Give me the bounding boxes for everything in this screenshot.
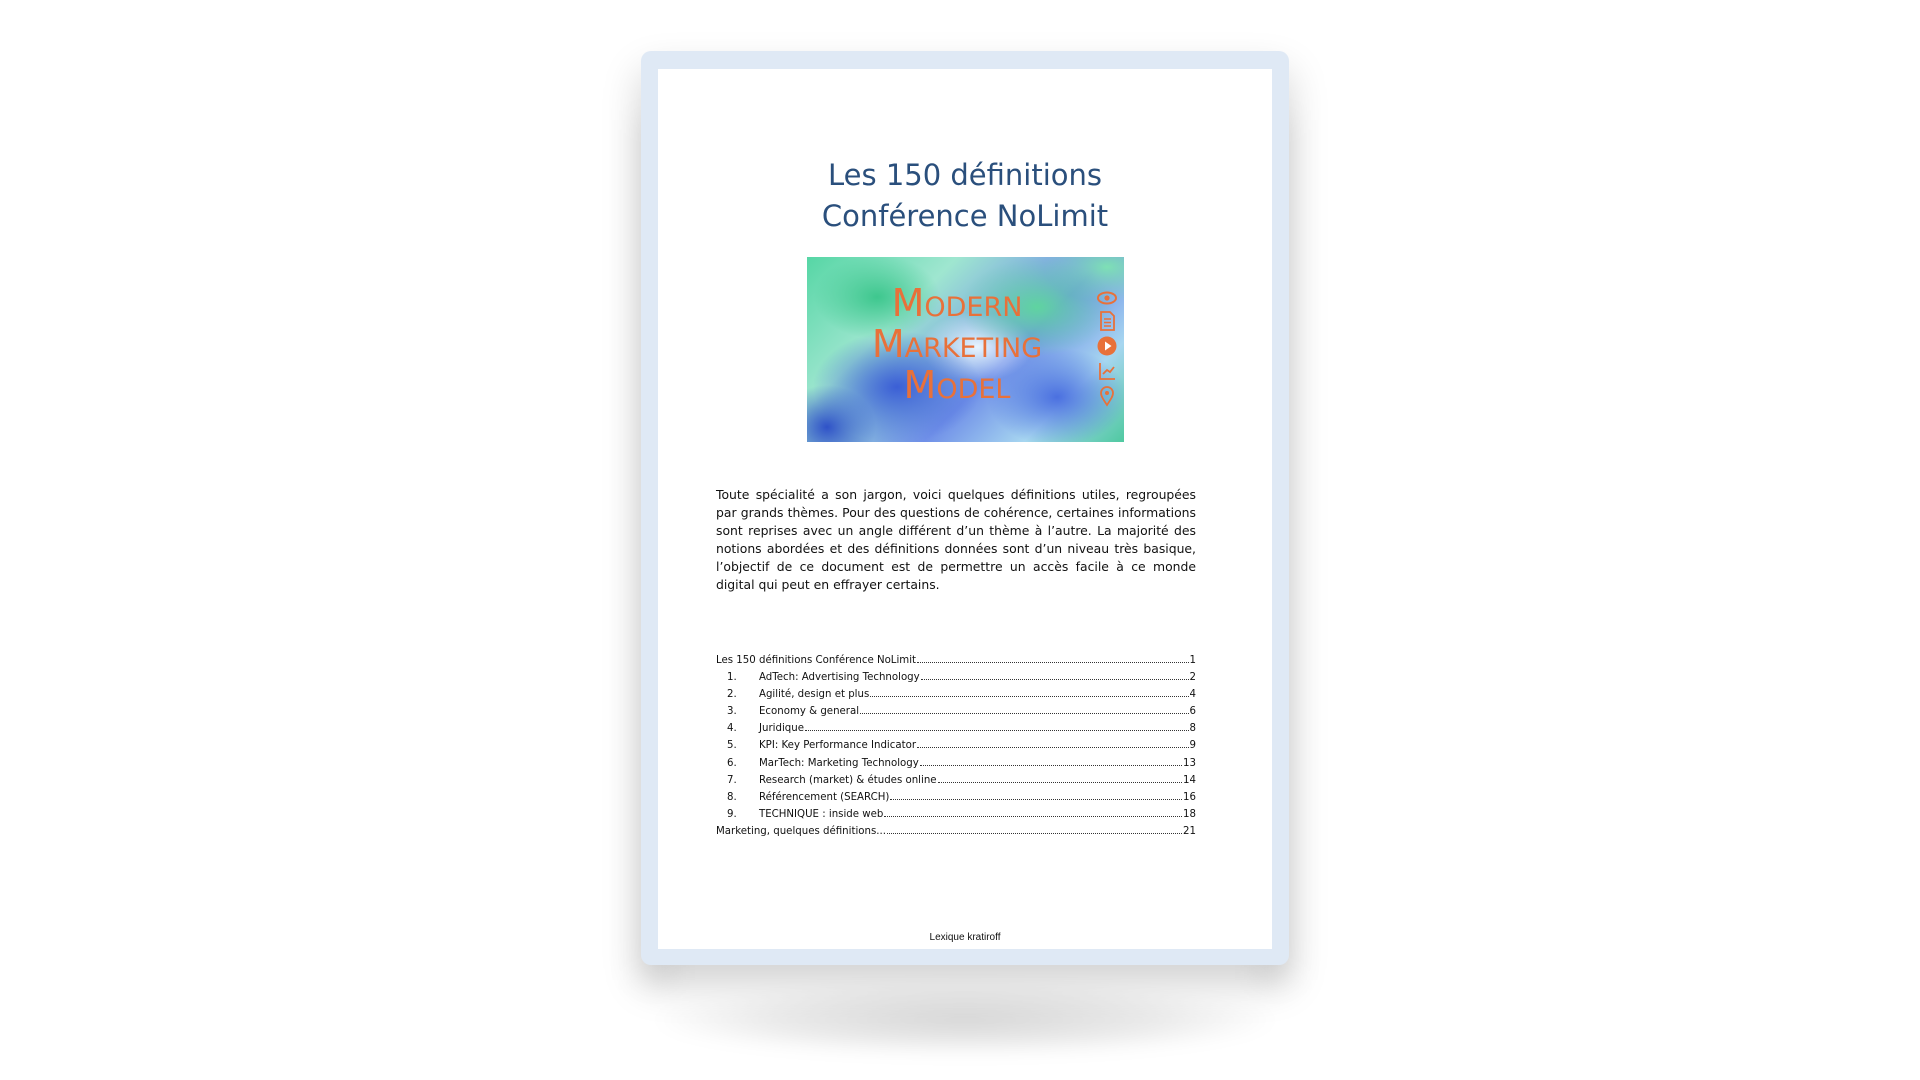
toc-dot-leader	[917, 747, 1188, 748]
toc-entry-number: 5.	[727, 740, 737, 752]
toc-entry[interactable]	[716, 689, 1196, 706]
toc-entry-page: 14	[1183, 774, 1196, 786]
toc-entry-label: Economy & general	[759, 706, 860, 718]
cover-line-3: Model	[903, 363, 1011, 407]
toc-entry-number: 8.	[727, 791, 737, 803]
toc-dot-leader	[917, 662, 1188, 663]
toc-entry-label: Research (market) & études online	[759, 774, 937, 786]
toc-entry[interactable]	[716, 723, 1196, 740]
toc-entry-page: 21	[1183, 825, 1196, 837]
toc-entry-page: 2	[1189, 672, 1196, 684]
title-line-2: Conférence NoLimit	[821, 199, 1109, 233]
toc-entry-label: Référencement (SEARCH)	[759, 791, 890, 803]
location-pin-icon	[1096, 385, 1118, 407]
toc-dot-leader	[920, 765, 1182, 766]
toc-entry[interactable]	[716, 792, 1196, 809]
toc-entry[interactable]	[716, 826, 1196, 843]
toc-entry[interactable]	[716, 672, 1196, 689]
eye-icon	[1096, 287, 1118, 309]
toc-dot-leader	[884, 816, 1182, 817]
toc-entry[interactable]	[716, 655, 1196, 672]
toc-dot-leader	[921, 679, 1189, 680]
toc-dot-leader	[890, 799, 1182, 800]
page-footer: Lexique kratiroff	[929, 932, 1001, 943]
title-line-1: Les 150 définitions	[828, 158, 1102, 192]
cover-line-2: Marketing	[871, 322, 1043, 366]
toc-dot-leader	[938, 782, 1182, 783]
toc-dot-leader	[870, 696, 1188, 697]
toc-entry-label: Juridique	[759, 723, 804, 735]
toc-entry-page: 1	[1189, 655, 1196, 666]
cover-icons	[1096, 287, 1118, 412]
toc-dot-leader	[805, 730, 1189, 731]
cover-title	[807, 283, 1107, 406]
toc-entry-page: 4	[1189, 689, 1196, 701]
toc-entry-number: 7.	[727, 774, 737, 786]
toc-entry-number: 6.	[727, 757, 737, 769]
cover-line-1: Modern	[891, 281, 1023, 325]
toc-entry-label: MarTech: Marketing Technology	[759, 757, 919, 769]
toc-entry-page: 6	[1189, 706, 1196, 718]
toc-entry-label: AdTech: Advertising Technology	[759, 672, 920, 684]
toc-entry-label: Agilité, design et plus	[759, 689, 870, 701]
toc-entry-number: 3.	[727, 706, 737, 718]
toc-entry[interactable]	[716, 775, 1196, 792]
toc-entry-label: TECHNIQUE : inside web	[759, 808, 884, 820]
toc-dot-leader	[887, 833, 1182, 834]
table-of-contents	[716, 655, 1196, 843]
play-icon	[1096, 335, 1118, 357]
toc-dot-leader	[860, 713, 1188, 714]
toc-entry[interactable]	[716, 758, 1196, 775]
toc-entry-label: KPI: Key Performance Indicator	[759, 740, 917, 752]
toc-entry[interactable]	[716, 706, 1196, 723]
toc-entry-page: 16	[1183, 791, 1196, 803]
document-page	[658, 69, 1272, 949]
page-title	[658, 155, 1272, 237]
toc-entry-page: 18	[1183, 808, 1196, 820]
toc-entry-label: Les 150 définitions Conférence NoLimit	[716, 655, 917, 666]
toc-entry-number: 9.	[727, 808, 737, 820]
toc-entry[interactable]	[716, 809, 1196, 826]
toc-entry-label: Marketing, quelques définitions...	[716, 825, 886, 837]
intro-paragraph: Toute spécialité a son jargon, voici quelques définitions utiles, regroupées par grands thèmes. Pour des questions de cohérence, certaines informations sont reprises avec un angle différent d’un thème à l’autre. La majorité des notions abordées et des définitions données sont d’un niveau très basique, l’objectif de ce document est de permettre un accès facile à ce monde digital qui peut en effrayer certains.	[716, 487, 1196, 592]
cover-image	[807, 257, 1124, 442]
document-icon	[1096, 310, 1118, 332]
toc-entry-page: 8	[1189, 723, 1196, 735]
toc-entry[interactable]	[716, 740, 1196, 757]
toc-entry-number: 4.	[727, 723, 737, 735]
toc-entry-page: 13	[1183, 757, 1196, 769]
toc-entry-number: 1.	[727, 672, 737, 684]
toc-entry-number: 2.	[727, 689, 737, 701]
floor-shadow	[655, 985, 1275, 1055]
chart-icon	[1096, 360, 1118, 382]
document-frame	[641, 51, 1289, 965]
toc-entry-page: 9	[1189, 740, 1196, 752]
